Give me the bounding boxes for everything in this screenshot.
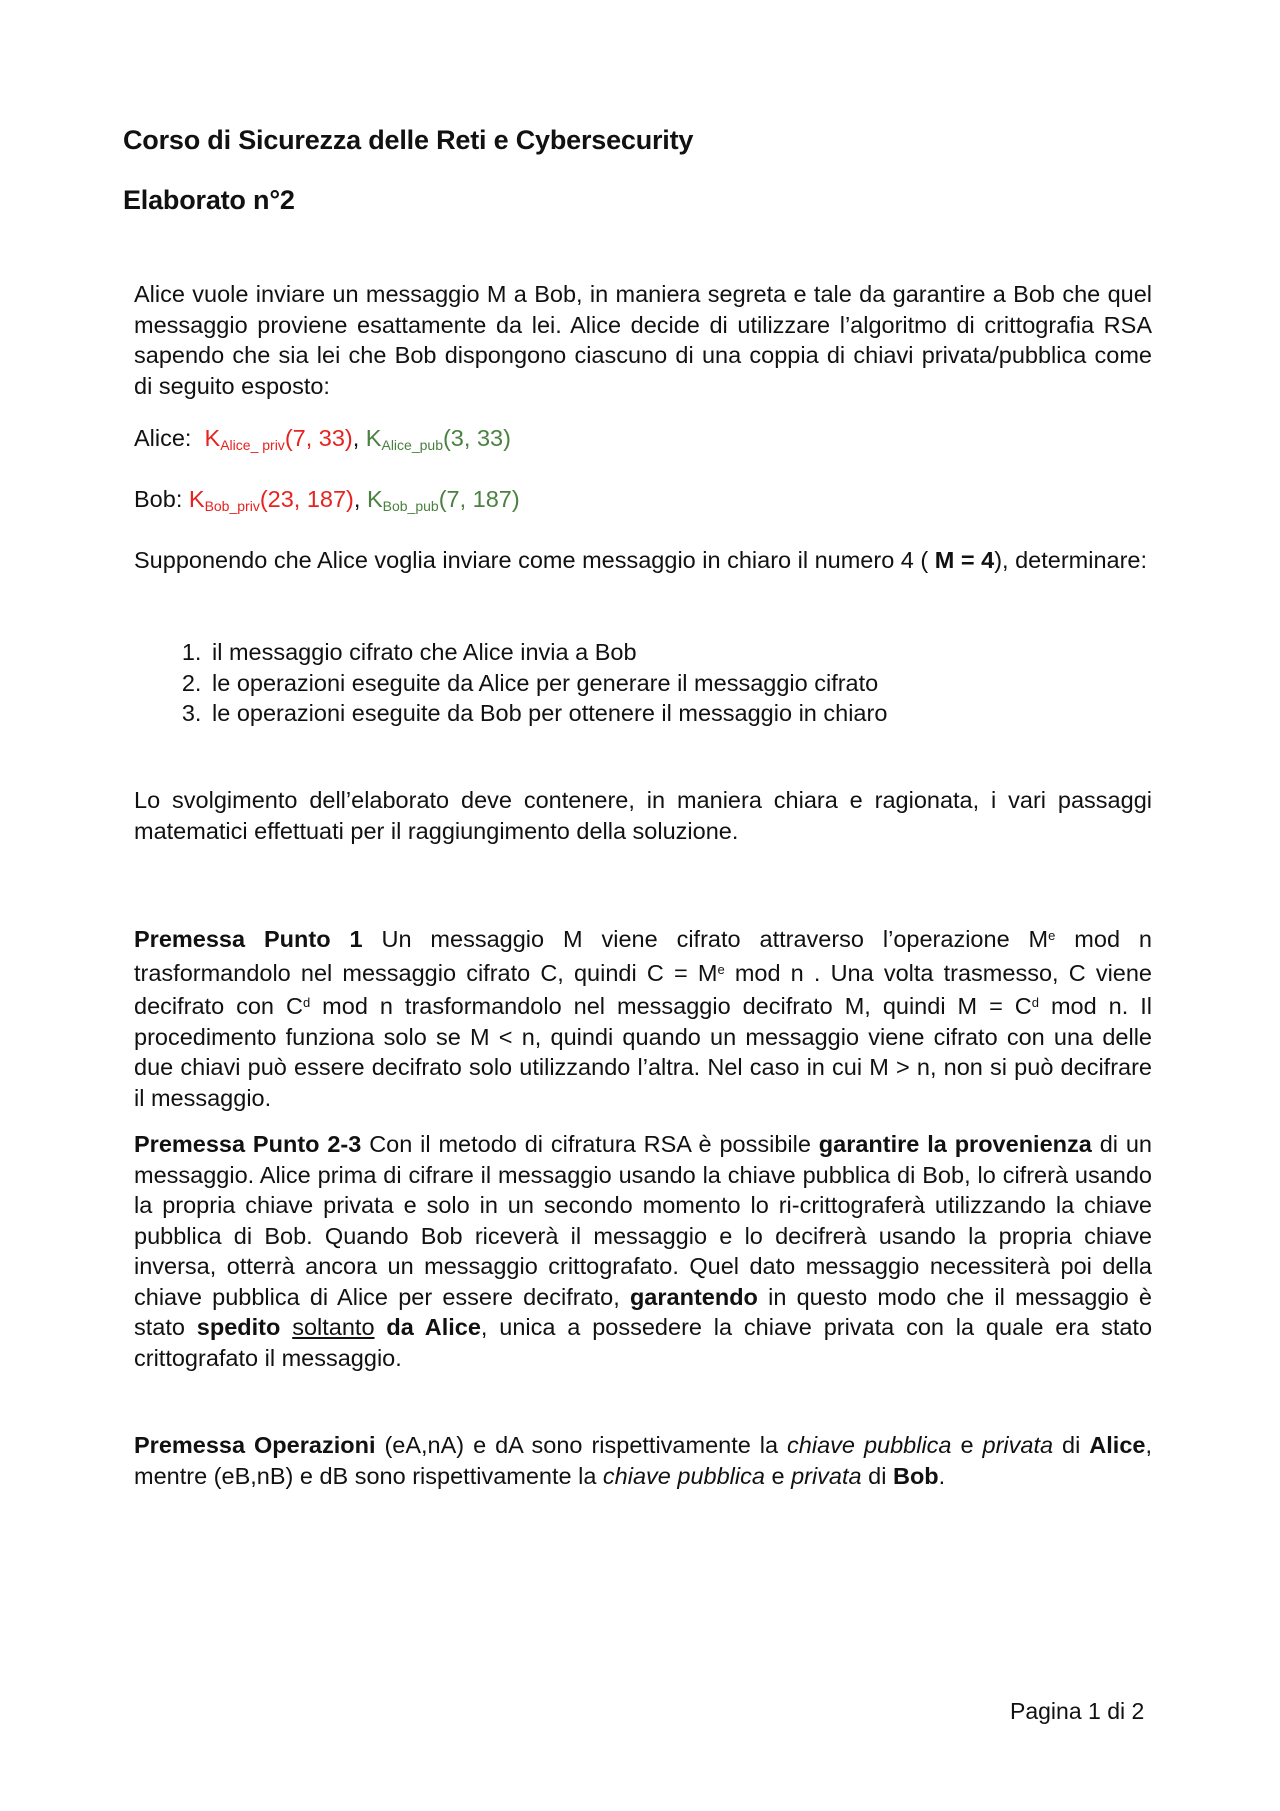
note-paragraph: Lo svolgimento dell’elaborato deve contenere, in maniera chiara e ragionata, i vari passaggi matematici effettuati per il raggiungimento della soluzione. [134,787,1152,844]
page-number: Pagina 1 di 2 [1010,1698,1145,1724]
task-paragraph: Supponendo che Alice voglia inviare come messaggio in chiaro il numero 4 ( M = 4), determinare: [134,547,1148,573]
message-value: M = 4 [934,547,995,573]
alice-keys-line: Alice: $K_{Alice\_ priv}(7$, 33), $K_{Alice\_pub}(3$, 33) [134,425,511,453]
alice-private-key: $K_{Alice\_ priv}(7$, 33) [204,425,353,453]
task-item: 1. il messaggio cifrato che Alice invia a Bob [208,637,1152,668]
task-list [134,637,1152,729]
premessa-op-title: Premessa Operazioni [134,1432,376,1458]
intro-paragraph: Alice vuole inviare un messaggio M a Bob, in maniera segreta e tale da garantire a Bob che quel messaggio proviene esattamente da lei. Alice decide di utilizzare l’algoritmo di crittografia RSA sapendo che sia lei che Bob dispongono ciascuno di una coppia di chiavi privata/pubblica come di seguito esposto: [134,281,1152,399]
bob-keys-line: Bob: $K_{Bob\_priv}(23$, 187), $K_{Bob\_pub}(7$, 187) [134,486,520,514]
premessa-punto-2-3: Premessa Punto 2-3 Con il metodo di cifratura RSA è possibile garantire la provenienza di un messaggio. Alice prima di cifrare il messaggio usando la chiave pubblica di Bob, lo cifrerà usando la propria chiave privata e solo in un secondo momento lo ri-crittograferà utilizzando la chiave pubblica di Bob. Quando Bob riceverà il messaggio e lo decifrerà usando la propria chiave inversa, otterrà ancora un messaggio crittografato. Quel dato messaggio necessiterà poi della chiave pubblica di Alice per essere decifrato, garantendo in questo modo che il messaggio è stato spedito soltanto da Alice, unica a possedere la chiave privata con la quale era stato crittografato il messaggio. [134,1131,1153,1371]
premessa-23-title: Premessa Punto 2-3 [134,1131,362,1157]
course-title: Corso di Sicurezza delle Reti e Cybersecurity [123,125,694,155]
alice-label: Alice: [134,425,192,451]
assignment-title: Elaborato n°2 [123,185,295,215]
bob-label: Bob: [134,486,183,512]
task-item: 3. le operazioni eseguite da Bob per ottenere il messaggio in chiaro [208,698,1152,729]
bob-private-key: $K_{Bob\_priv}(23$, 187) [188,486,354,514]
premessa-1-title: Premessa Punto 1 [134,926,363,952]
premessa-operazioni: Premessa Operazioni (eA,nA) e dA sono rispettivamente la chiave pubblica e privata di Alice, mentre (eB,nB) e dB sono rispettivamente la chiave pubblica e privata di Bob. [134,1432,1152,1489]
alice-public-key: $K_{Alice\_pub}(3$, 33) [365,425,511,453]
task-item: 2. le operazioni eseguite da Alice per generare il messaggio cifrato [208,668,1152,699]
bob-public-key: $K_{Bob\_pub}(7$, 187) [366,486,520,514]
premessa-punto-1: Premessa Punto 1 Un messaggio M viene cifrato attraverso l’operazione Me mod n trasformandolo nel messaggio cifrato C, quindi $C = M^e$ mod n . Una volta trasmesso, C viene decifrato con $C^d$ mod n trasformandolo nel messaggio decifrato M, quindi $M = C^d$ mod n. Il procedimento funziona solo se M < n, quindi quando un messaggio viene cifrato con una delle due chiavi può essere decifrato solo utilizzando l’altra. Nel caso in cui M > n, non si può decifrare il messaggio. [134,926,1152,1111]
